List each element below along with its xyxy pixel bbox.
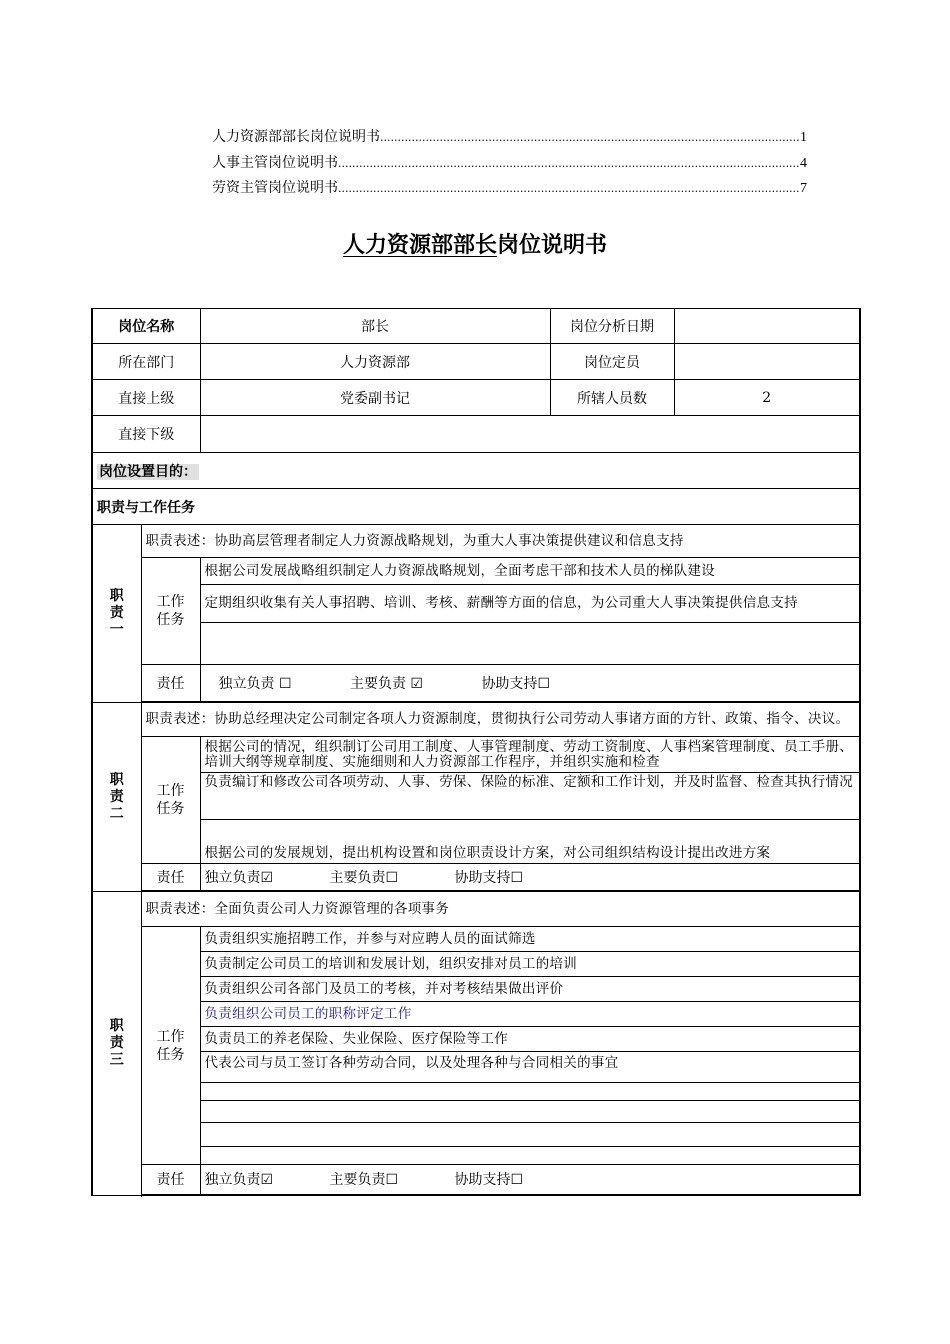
staff-count-label: 所辖人员数 <box>550 380 674 416</box>
responsibility-label: 责任 <box>141 665 200 702</box>
toc-entry[interactable] <box>212 177 807 203</box>
resp-independent: 独立负责☑ <box>204 1172 274 1189</box>
analysis-date-label: 岗位分析日期 <box>550 309 674 344</box>
job-description-table <box>91 308 861 1196</box>
toc-entry-page: 7 <box>800 181 807 196</box>
responsibility-label: 责任 <box>141 864 200 891</box>
resp-main: 主要负责☐ <box>329 870 399 886</box>
direct-superior-label: 直接上级 <box>92 380 200 416</box>
work-task-item: 根据公司的情况，组织制订公司用工制度、人事管理制度、劳动工资制度、人事档案管理制度、员工手册、培训大纲等规章制度、实施细则和人力资源部工作程序，并组织实施和检查 <box>200 737 860 773</box>
toc-entry-title: 人事主管岗位说明书 <box>212 154 338 171</box>
work-task-item: 代表公司与员工签订各种劳动合同，以及处理各种与合同相关的事宜 <box>200 1052 860 1083</box>
checkbox-icon[interactable]: ☐ <box>278 676 292 692</box>
work-task-item <box>200 1101 860 1123</box>
work-task-item: 根据公司发展战略组织制定人力资源战略规划，全面考虑干部和技术人员的梯队建设 <box>200 558 860 585</box>
purpose-label: 岗位设置目的： <box>99 463 197 480</box>
responsibility-label: 责任 <box>141 1165 200 1195</box>
responsibility-options <box>200 1165 860 1195</box>
toc-entry-title: 人力资源部部长岗位说明书 <box>212 129 380 145</box>
direct-subordinate-label: 直接下级 <box>92 416 200 453</box>
checkbox-icon[interactable]: ☑ <box>260 1172 274 1189</box>
document-title-underlined: 人力资源部部长 <box>342 232 497 258</box>
resp-independent: 独立负责☑ <box>204 870 274 886</box>
work-task-item: 负责组织实施招聘工作，并参与对应聘人员的面试筛选 <box>200 927 860 952</box>
checkbox-icon[interactable]: ☐ <box>510 870 524 886</box>
work-task-item: 负责制定公司员工的培训和发展计划，组织安排对员工的培训 <box>200 952 860 977</box>
toc-leader-dots <box>380 131 800 144</box>
duty-description: 职责表述：协助总经理决定公司制定各项人力资源制度，贯彻执行公司劳动人事诸方面的方针、政策、指令、决议。 <box>141 703 860 737</box>
checkbox-icon[interactable]: ☐ <box>385 870 399 886</box>
analysis-date-value <box>674 309 860 344</box>
responsibility-options <box>200 864 860 891</box>
document-title-rest: 岗位说明书 <box>497 232 608 258</box>
headcount-quota-label: 岗位定员 <box>550 344 674 380</box>
resp-main: 主要负责☐ <box>329 1172 399 1189</box>
duty-label: 职责三 <box>92 892 141 1196</box>
staff-count-value: 2 <box>674 380 860 416</box>
toc-leader-dots <box>338 157 800 170</box>
work-task-item: 定期组织收集有关人事招聘、培训、考核、薪酬等方面的信息，为公司重大人事决策提供信息支持 <box>200 585 860 623</box>
position-name-label: 岗位名称 <box>92 309 200 344</box>
checkbox-icon[interactable]: ☑ <box>260 870 274 886</box>
duty-label: 职责二 <box>92 703 141 892</box>
work-tasks-label: 工作任务 <box>141 558 200 665</box>
toc-entry-page: 1 <box>800 130 807 145</box>
toc-entry[interactable] <box>212 152 807 178</box>
department-value: 人力资源部 <box>200 344 550 380</box>
checkbox-icon[interactable]: ☐ <box>385 1172 399 1189</box>
toc-entry[interactable] <box>212 126 807 152</box>
direct-subordinate-value <box>200 416 860 453</box>
duty-description: 职责表述：全面负责公司人力资源管理的各项事务 <box>141 892 860 927</box>
checkbox-icon[interactable]: ☑ <box>410 676 423 692</box>
work-task-item <box>200 623 860 665</box>
purpose-section <box>92 453 860 489</box>
department-label: 所在部门 <box>92 344 200 380</box>
work-tasks-label: 工作任务 <box>141 737 200 864</box>
toc-leader-dots <box>338 182 800 195</box>
work-task-item: 负责编订和修改公司各项劳动、人事、劳保、保险的标准、定额和工作计划，并及时监督、检查其执行情况 <box>200 773 860 820</box>
resp-assist: 协助支持☐ <box>454 870 524 886</box>
duty-label: 职责一 <box>92 525 141 703</box>
duty-description: 职责表述：协助高层管理者制定人力资源战略规划，为重大人事决策提供建议和信息支持 <box>141 525 860 558</box>
work-task-item <box>200 1123 860 1147</box>
responsibility-options <box>200 665 860 702</box>
checkbox-icon[interactable]: ☐ <box>537 676 550 692</box>
table-of-contents <box>212 126 807 203</box>
toc-entry-title: 劳资主管岗位说明书 <box>212 180 338 196</box>
document-title <box>0 228 950 259</box>
resp-independent: 独立负责 ☐ <box>218 676 292 692</box>
resp-assist: 协助支持☐ <box>454 1172 524 1189</box>
position-name-value: 部长 <box>200 309 550 344</box>
duties-section-label: 职责与工作任务 <box>92 489 860 525</box>
work-task-item <box>200 1147 860 1165</box>
toc-entry-page: 4 <box>800 155 807 171</box>
work-task-item: 根据公司的发展规划，提出机构设置和岗位职责设计方案，对公司组织结构设计提出改进方案 <box>200 820 860 864</box>
direct-superior-value: 党委副书记 <box>200 380 550 416</box>
work-tasks-label: 工作任务 <box>141 927 200 1165</box>
resp-main: 主要负责 ☑ <box>349 676 423 692</box>
work-task-item <box>200 1083 860 1101</box>
resp-assist: 协助支持☐ <box>481 676 550 692</box>
headcount-quota-value <box>674 344 860 380</box>
work-task-item: 负责员工的养老保险、失业保险、医疗保险等工作 <box>200 1027 860 1052</box>
work-task-item: 负责组织公司各部门及员工的考核，并对考核结果做出评价 <box>200 977 860 1002</box>
checkbox-icon[interactable]: ☐ <box>510 1172 524 1189</box>
work-task-item: 负责组织公司员工的职称评定工作 <box>200 1002 860 1027</box>
